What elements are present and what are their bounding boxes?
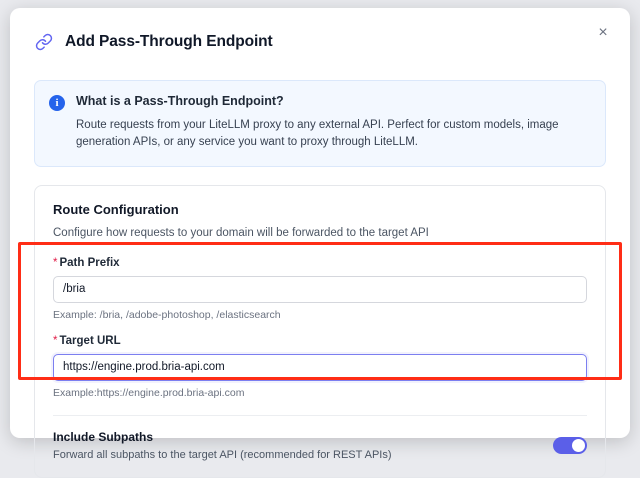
path-prefix-input[interactable]: [53, 276, 587, 303]
path-prefix-hint: Example: /bria, /adobe-photoshop, /elasticsearch: [53, 308, 281, 321]
toggle-knob: [572, 439, 585, 452]
target-url-field-block: [53, 335, 587, 399]
info-banner-title: What is a Pass-Through Endpoint?: [76, 94, 284, 108]
page-title: Add Pass-Through Endpoint: [65, 33, 273, 50]
section-title: Route Configuration: [53, 201, 179, 217]
info-icon: i: [49, 95, 65, 111]
target-url-label: [53, 335, 587, 347]
required-marker: *: [53, 334, 58, 347]
required-marker: *: [53, 256, 58, 269]
info-banner-text: [76, 94, 591, 152]
include-subpaths-toggle[interactable]: [553, 437, 587, 454]
include-subpaths-text: [53, 430, 392, 461]
close-icon[interactable]: ×: [598, 24, 608, 41]
info-banner-body: Route requests from your LiteLLM proxy to any external API. Perfect for custom models, image generation APIs, or any service you want to proxy through LiteLLM.: [76, 119, 559, 149]
path-prefix-field-block: [53, 257, 587, 321]
target-url-input[interactable]: [53, 354, 587, 381]
modal-header: [10, 8, 630, 54]
target-url-hint: Example:https://engine.prod.bria-api.com: [53, 386, 245, 399]
target-url-label-text: Target URL: [59, 334, 121, 347]
include-subpaths-label: Include Subpaths: [53, 429, 154, 444]
info-banner: [34, 80, 606, 167]
path-prefix-label: [53, 257, 587, 269]
section-subtitle: Configure how requests to your domain will be forwarded to the target API: [53, 226, 429, 239]
route-configuration-section: [34, 185, 606, 478]
link-icon: [34, 32, 54, 52]
include-subpaths-row: [53, 415, 587, 461]
include-subpaths-description: Forward all subpaths to the target API (recommended for REST APIs): [53, 448, 392, 461]
add-pass-through-endpoint-modal: [10, 8, 630, 461]
path-prefix-label-text: Path Prefix: [59, 256, 120, 269]
